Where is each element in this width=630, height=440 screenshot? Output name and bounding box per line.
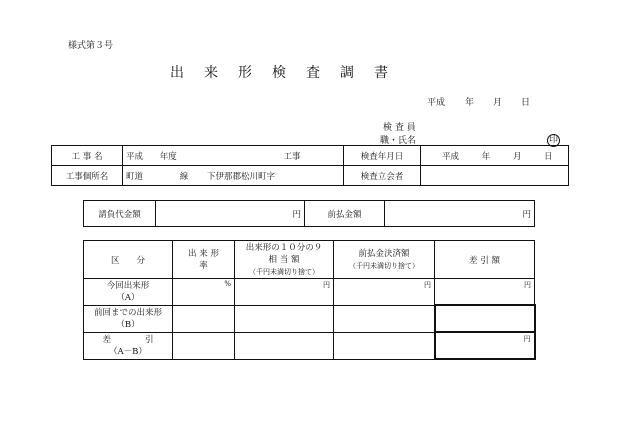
amount-unit: 円 <box>323 281 330 289</box>
header-category <box>84 241 173 279</box>
header-advance-settled <box>334 241 435 279</box>
header-advance-settled-text: 前払金決済額 <box>358 248 410 259</box>
contract-amount-field[interactable] <box>156 201 305 227</box>
advance-amount-field[interactable] <box>385 201 535 227</box>
location-place: 下伊那郡松川町字 <box>206 171 275 182</box>
balance-cell[interactable] <box>435 305 535 332</box>
amount-cell[interactable] <box>235 305 334 332</box>
balance-cell[interactable] <box>435 332 535 359</box>
form-number: 様式第３号 <box>68 41 114 51</box>
project-era: 平成 <box>126 151 144 162</box>
row-label <box>84 305 173 332</box>
progress-table <box>83 240 536 360</box>
amount-cell[interactable] <box>235 279 334 306</box>
amount-cell[interactable] <box>235 332 334 359</box>
inspector-name-label: 職・氏名 <box>380 136 417 146</box>
header-balance <box>435 241 535 279</box>
row-label-line2: （B） <box>116 319 140 330</box>
rate-cell[interactable] <box>173 279 235 306</box>
project-fiscal-year: 年度 <box>159 151 177 162</box>
project-suffix: 工事 <box>283 151 301 162</box>
row-label <box>84 279 173 306</box>
inspector-label: 検 査 員 <box>383 123 416 133</box>
header-rate-line2: 率 <box>199 260 208 271</box>
row-label <box>84 332 173 359</box>
location-label: 工事個所名 <box>52 166 123 186</box>
row-label-line2: （A） <box>116 292 140 303</box>
amount-table <box>83 200 535 227</box>
header-nine-tenths-line2: 相 当 額 <box>268 254 300 265</box>
table-row <box>84 332 535 359</box>
page-title: 出来形検査調書 <box>170 65 408 81</box>
project-name-field[interactable] <box>123 146 344 166</box>
location-road: 町道 <box>126 171 144 182</box>
contract-amount-label: 請負代金額 <box>84 201 156 227</box>
advance-amount-unit: 円 <box>522 209 531 220</box>
advance-cell[interactable] <box>334 332 435 359</box>
header-date-era: 平成 <box>427 98 446 108</box>
inspection-date-era: 平成 <box>442 151 460 162</box>
header-rate <box>173 241 235 279</box>
location-field[interactable] <box>123 166 344 186</box>
balance-cell[interactable] <box>435 279 535 306</box>
inspection-date-field[interactable] <box>421 146 569 166</box>
header-nine-tenths-note: （千円未満切り捨て） <box>249 267 319 276</box>
inspection-date-year: 年 <box>481 151 491 162</box>
advance-cell[interactable] <box>334 305 435 332</box>
table-row <box>84 305 535 332</box>
header-balance-text: 差 引 額 <box>469 255 500 266</box>
advance-amount-label: 前払金額 <box>305 201 385 227</box>
rate-cell[interactable] <box>173 332 235 359</box>
rate-unit: % <box>224 280 231 288</box>
row-label-line1: 差 引 <box>102 334 154 345</box>
row-label-line2: （A－B） <box>109 346 147 357</box>
witness-label: 検査立会者 <box>344 166 421 186</box>
inspection-date-day: 日 <box>544 151 553 162</box>
header-rate-line1: 出 来 形 <box>188 248 219 259</box>
table-row <box>84 279 535 306</box>
balance-unit: 円 <box>524 281 531 289</box>
header-category-text: 区 分 <box>110 255 145 266</box>
header-nine-tenths-line1: 出来形の１０分の９ <box>245 242 323 253</box>
inspection-date-label: 検査年月日 <box>344 146 421 166</box>
witness-field[interactable] <box>421 166 569 186</box>
location-line: 線 <box>179 171 189 182</box>
contract-amount-unit: 円 <box>292 209 301 220</box>
header-date-month: 月 <box>493 98 503 108</box>
inspection-date-month: 月 <box>512 151 522 162</box>
header-nine-tenths <box>235 241 334 279</box>
balance-unit: 円 <box>523 335 531 343</box>
advance-unit: 円 <box>424 281 431 289</box>
row-label-line1: 前回までの出来形 <box>93 307 162 318</box>
rate-cell[interactable] <box>173 305 235 332</box>
row-label-line1: 今回出来形 <box>106 280 150 291</box>
header-date-day: 日 <box>521 98 531 108</box>
project-name-label: 工 事 名 <box>52 146 123 166</box>
header-date-year: 年 <box>465 98 475 108</box>
project-info-table <box>51 145 569 186</box>
advance-cell[interactable] <box>334 279 435 306</box>
seal-icon: 印 <box>548 135 558 145</box>
header-advance-note: （千円未満切り捨て） <box>349 261 419 270</box>
